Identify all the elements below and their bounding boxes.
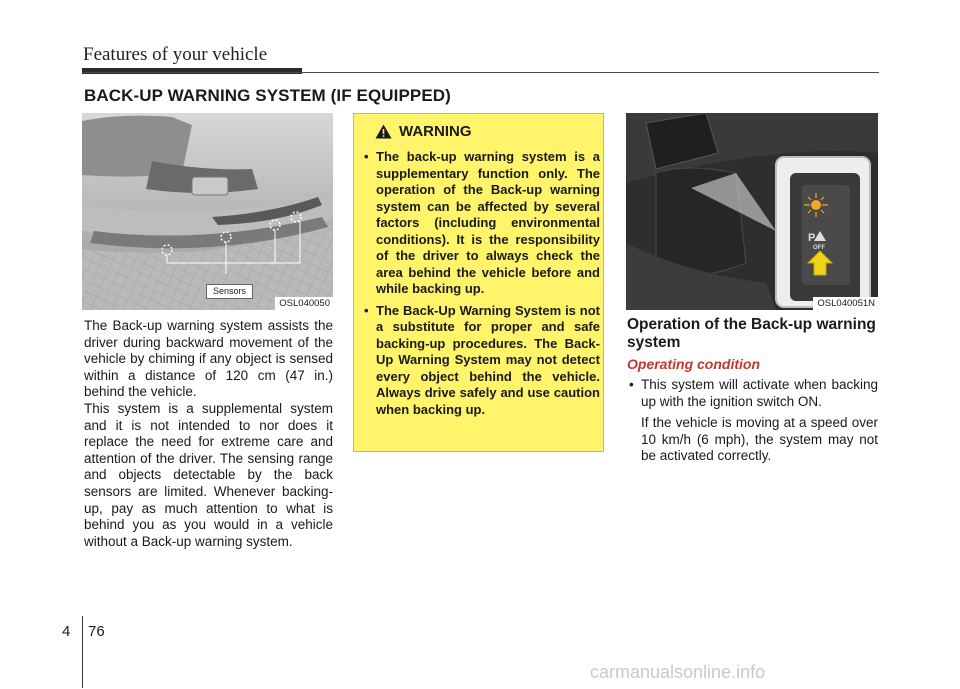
bullet-icon: •: [364, 149, 369, 164]
operation-item-line1: This system will activate when backing up with the ignition switch ON.: [641, 377, 878, 409]
warning-item-text: The Back-Up Warning System is not a substitute for proper and safe backing-up procedures. The Back-Up Warning System may not detect every object behind the vehicle. Always drive safely and use caution when backing up.: [376, 302, 600, 417]
section-title: BACK-UP WARNING SYSTEM (IF EQUIPPED): [84, 86, 451, 105]
dashboard-switch-illustration: [626, 113, 878, 310]
chapter-number: 4: [62, 623, 71, 640]
supplemental-paragraph: This system is a supplemental system and it is not intended to nor does it replace the need for extreme care and attention of the driver. The sensing range and objects detectable by the back sensors are limited. Whenever backing-up, pay as much attention to what is behind you as you would in a vehicle without a Back-up warning system.: [84, 401, 333, 549]
operation-item-line2: If the vehicle is moving at a speed over 10 km/h (6 mph), the system may not be activated correctly.: [641, 415, 878, 464]
header-title: Features of your vehicle: [83, 44, 268, 65]
sensors-callout: Sensors: [206, 284, 253, 299]
warning-title: WARNING: [399, 123, 472, 140]
operating-condition-subtitle: Operating condition: [627, 356, 760, 372]
intro-paragraph: The Back-up warning system assists the driver during backward movement of the vehicle by chiming if any object is sensed within a distance of 120 cm (47 in.) behind the vehicle.: [84, 318, 333, 400]
operation-title: Operation of the Back-up warning system: [627, 316, 876, 351]
warning-item: [362, 149, 600, 298]
warning-header: [375, 123, 472, 140]
operation-item: [627, 377, 878, 470]
warning-box: [353, 113, 604, 452]
warning-item-text: The back-up warning system is a supplementary function only. The operation of the Back-up warning system can be affected by several factors (including environmental conditions). It is the responsibility of the driver to always check the area behind the vehicle before and while backing up.: [376, 149, 600, 296]
figure-code-left: OSL040050: [275, 297, 333, 310]
warning-item: [362, 303, 600, 419]
warning-triangle-icon: [375, 124, 392, 139]
dashboard-switch-photo: [626, 113, 878, 310]
watermark: carmanualsonline.info: [590, 662, 766, 682]
page-number: 76: [88, 623, 105, 640]
bullet-icon: •: [629, 377, 634, 392]
switch-off-label: OFF: [813, 245, 825, 251]
header-bar: [82, 68, 302, 74]
footer-rule: [82, 616, 83, 688]
rear-bumper-illustration: [82, 113, 333, 310]
figure-code-right: OSL040051N: [813, 297, 878, 310]
bullet-icon: •: [364, 302, 369, 318]
header-rule: [82, 72, 879, 73]
warning-list: [362, 149, 600, 423]
svg-text:P: P: [808, 232, 816, 244]
rear-bumper-photo: [82, 113, 333, 310]
